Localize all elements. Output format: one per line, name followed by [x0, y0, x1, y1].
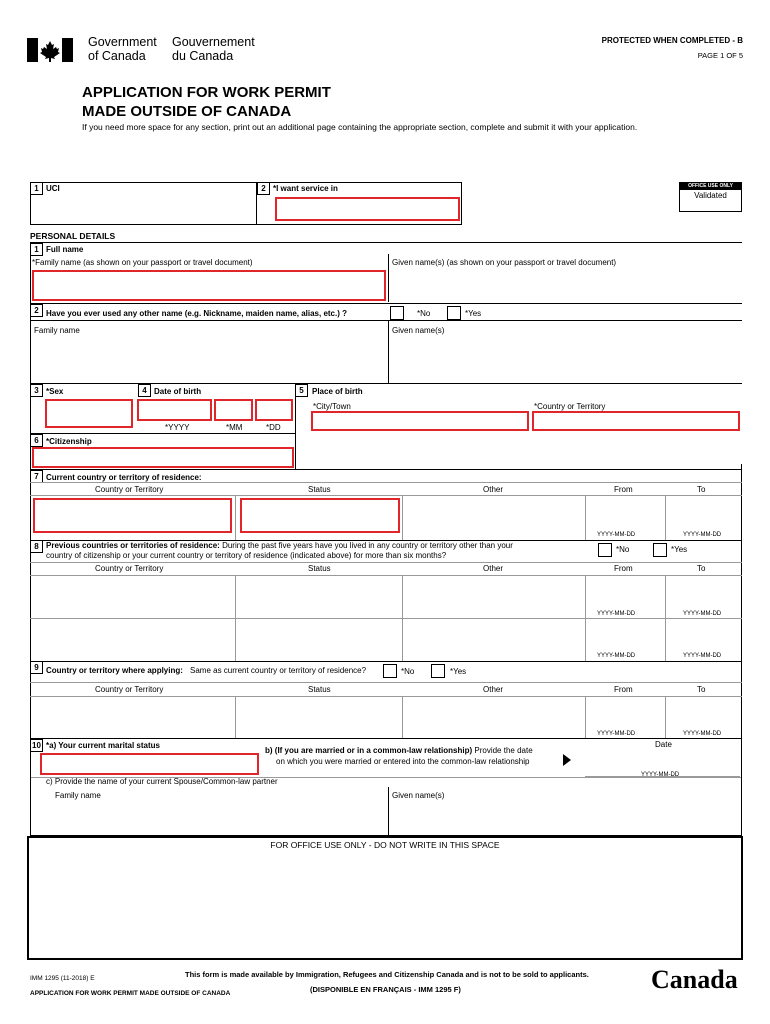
canada-wordmark: Canada: [651, 965, 738, 994]
previous-residence-no-checkbox[interactable]: [598, 543, 612, 557]
birth-city-input[interactable]: [311, 411, 529, 431]
dob-month-input[interactable]: [214, 399, 253, 421]
form-title: APPLICATION FOR WORK PERMIT MADE OUTSIDE OF CANADA: [82, 84, 331, 120]
personal-details-heading: PERSONAL DETAILS: [30, 231, 116, 241]
uci-label: UCI: [46, 184, 60, 193]
other-given-names-label: Given name(s): [392, 326, 445, 335]
sex-select[interactable]: [45, 399, 133, 428]
canada-flag-logo: [27, 38, 73, 62]
marriage-date-question: b) (If you are married or in a common-law relationship) Provide the date: [265, 746, 533, 755]
place-of-birth-label: Place of birth: [312, 387, 363, 396]
current-status-select[interactable]: [240, 498, 400, 533]
government-of-canada-fr: Gouvernement du Canada: [172, 35, 255, 63]
full-name-label: Full name: [46, 245, 84, 254]
family-name-label: *Family name (as shown on your passport or travel document): [32, 258, 253, 267]
instruction-text: If you need more space for any section, print out an additional page containing the appropriate section, complete and submit it with your application.: [82, 122, 638, 132]
form-id: IMM 1295 (11-2018) E: [30, 975, 95, 982]
previous-residence-yes-checkbox[interactable]: [653, 543, 667, 557]
government-of-canada-en: Government of Canada: [88, 35, 157, 63]
marriage-date-label: Date: [655, 740, 672, 749]
applying-same-question: Same as current country or territory of residence?: [190, 666, 367, 675]
marital-status-select[interactable]: [40, 753, 259, 775]
service-language-select[interactable]: [275, 197, 460, 221]
protected-label: PROTECTED WHEN COMPLETED - B: [601, 36, 743, 45]
page-indicator: PAGE 1 OF 5: [697, 51, 743, 60]
footer-notice: This form is made available by Immigration, Refugees and Citizenship Canada and is not to be sold to applicants.: [185, 970, 589, 979]
other-family-name-label: Family name: [34, 326, 80, 335]
birth-country-select[interactable]: [532, 411, 740, 431]
dob-day-input[interactable]: [255, 399, 293, 421]
date-of-birth-label: Date of birth: [154, 387, 202, 396]
given-names-label: Given name(s) (as shown on your passport or travel document): [392, 258, 617, 267]
country-of-birth-label: *Country or Territory: [534, 402, 606, 411]
footer-form-title: APPLICATION FOR WORK PERMIT MADE OUTSIDE OF CANADA: [30, 990, 231, 997]
current-country-select[interactable]: [33, 498, 232, 533]
dob-year-input[interactable]: [137, 399, 212, 421]
applying-same-yes-checkbox[interactable]: [431, 664, 445, 678]
spouse-given-names-label: Given name(s): [392, 791, 445, 800]
applying-same-no-checkbox[interactable]: [383, 664, 397, 678]
spouse-family-name-label: Family name: [55, 791, 101, 800]
citizenship-label: *Citizenship: [46, 437, 92, 446]
office-use-area: [27, 836, 743, 960]
other-name-question: Have you ever used any other name (e.g. Nickname, maiden name, alias, etc.) ?: [46, 309, 348, 318]
other-name-yes-checkbox[interactable]: [447, 306, 461, 320]
previous-residence-question: Previous countries or territories of residence: During the past five years have you lived in any country or territory other than your: [46, 541, 513, 550]
office-use-validated-box: OFFICE USE ONLY Validated: [679, 182, 742, 212]
marital-status-label: *a) Your current marital status: [46, 741, 160, 750]
applying-country-label: Country or territory where applying:: [46, 666, 183, 675]
citizenship-select[interactable]: [32, 447, 294, 468]
footer-french-notice: (DISPONIBLE EN FRANÇAIS - IMM 1295 F): [310, 985, 461, 994]
service-language-label: *I want service in: [273, 184, 338, 193]
spouse-name-label: c) Provide the name of your current Spouse/Common-law partner: [46, 777, 278, 786]
other-name-no-checkbox[interactable]: [390, 306, 404, 320]
sex-label: *Sex: [46, 387, 64, 396]
city-label: *City/Town: [313, 402, 351, 411]
arrow-right-icon: [563, 754, 571, 766]
marriage-date-input[interactable]: [585, 750, 740, 770]
office-use-label: FOR OFFICE USE ONLY - DO NOT WRITE IN THIS SPACE: [270, 840, 500, 850]
current-residence-label: Current country or territory of residence:: [46, 473, 202, 482]
family-name-input[interactable]: [32, 270, 386, 301]
